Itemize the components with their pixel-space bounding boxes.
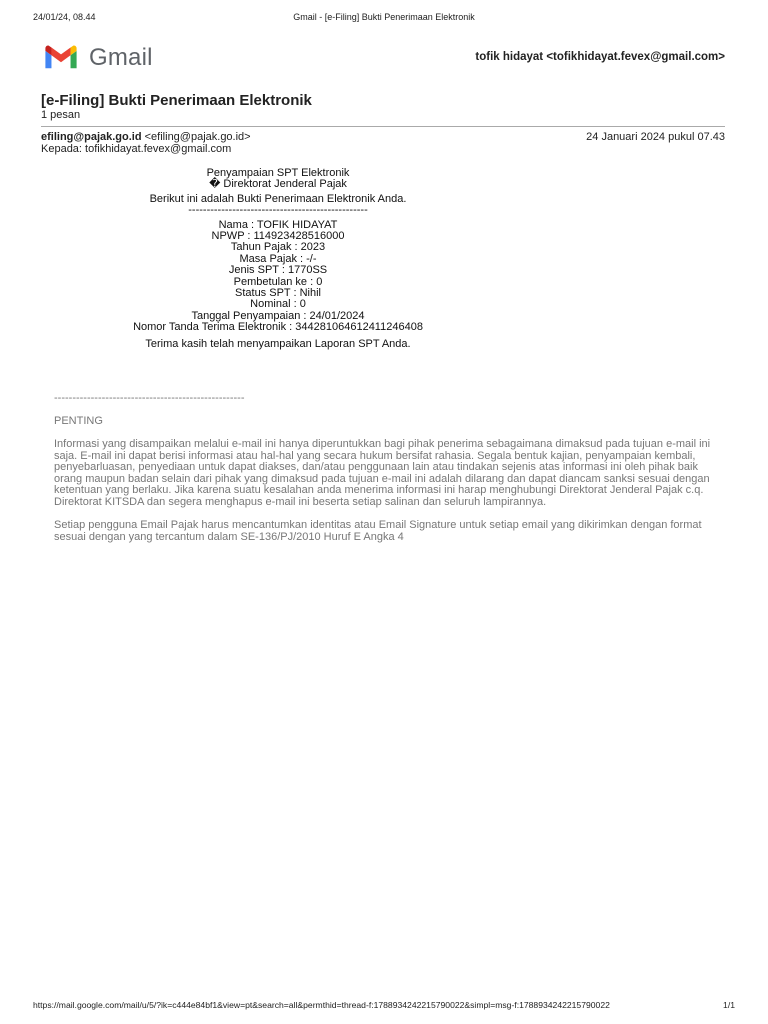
email-subject: [e-Filing] Bukti Penerimaan Elektronik bbox=[41, 92, 312, 109]
disclaimer-separator: ---------------------------------------------------- bbox=[54, 392, 245, 404]
receipt-field-npwp: NPWP : 114923428516000 bbox=[211, 230, 345, 243]
gmail-wordmark: Gmail bbox=[89, 44, 153, 71]
page-url: https://mail.google.com/mail/u/5/?ik=c444e84bf1&view=pt&search=all&permthid=thread-f:1788934242215790022&simpl=msg-f:1788934242215790022 bbox=[33, 1000, 610, 1010]
receipt-thanks: Terima kasih telah menyampaikan Laporan SPT Anda. bbox=[145, 337, 411, 350]
receipt-field-tahun-pajak: Tahun Pajak : 2023 bbox=[230, 241, 326, 254]
sender-email[interactable]: efiling@pajak.go.id bbox=[41, 131, 142, 143]
disclaimer-paragraph: Informasi yang disampaikan melalui e-mail ini hanya diperuntukkan bagi pihak penerima sebagaimana dimaksud pada tujuan e-mail ini saja. E-mail ini dapat berisi informasi atau hal-hal yang secara hukum bersifat rahasia. Segala bentuk kajian, penyampaian kembali, penyebarluasan, penyediaan untuk dapat diakses, dan/atau penggunaan lain atau tindakan sejenis atas informasi ini oleh pihak baik orang maupun badan selain dari pihak yang dimaksud pada tujuan e-mail ini adalah dilarang dan dapat diancam sanksi sesuai dengan ketentuan yang berlaku. Jika karena suatu kesalahan anda menerima informasi ini harap menghubungi Direktorat Jenderal Pajak c.q. Direktorat KITSDA dan segera menghapus e-mail ini beserta setiap salinan dan seluruh lampirannya. bbox=[54, 438, 711, 508]
receipt-field-tanggal: Tanggal Penyampaian : 24/01/2024 bbox=[191, 309, 365, 322]
signature-notice: Setiap pengguna Email Pajak harus mencantumkan identitas atau Email Signature untuk setiap email yang dikirimkan dengan format sesuai dengan yang tercantum dalam SE-136/PJ/2010 Huruf E Angka 4 bbox=[54, 519, 702, 543]
print-title: Gmail - [e-Filing] Bukti Penerimaan Elektronik bbox=[293, 12, 475, 22]
account-identity: tofik hidayat <tofikhidayat.fevex@gmail.com> bbox=[475, 51, 725, 63]
receipt-issuer: � Direktorat Jenderal Pajak bbox=[209, 178, 347, 191]
receipt-field-nominal: Nominal : 0 bbox=[250, 298, 306, 311]
disclaimer-title: PENTING bbox=[54, 414, 103, 427]
receipt-intro: Berikut ini adalah Bukti Penerimaan Elektronik Anda. bbox=[149, 192, 407, 205]
header-divider bbox=[41, 126, 725, 127]
disclaimer bbox=[54, 393, 720, 543]
gmail-header bbox=[41, 44, 725, 72]
print-date: 24/01/24, 08.44 bbox=[33, 12, 96, 22]
receipt-field-masa-pajak: Masa Pajak : -/- bbox=[239, 252, 317, 265]
receipt-heading: Penyampaian SPT Elektronik bbox=[206, 167, 350, 179]
receipt-field-nama: Nama : TOFIK HIDAYAT bbox=[218, 218, 338, 231]
receipt-body bbox=[40, 168, 516, 350]
receipt-field-nomor-tanda-terima: Nomor Tanda Terima Elektronik : 344281064612411246408 bbox=[133, 321, 423, 334]
receipt-field-status-spt: Status SPT : Nihil bbox=[235, 287, 321, 300]
receipt-field-pembetulan: Pembetulan ke : 0 bbox=[233, 275, 323, 288]
sender-line bbox=[41, 131, 251, 143]
message-count: 1 pesan bbox=[41, 109, 81, 121]
message-date: 24 Januari 2024 pukul 07.43 bbox=[586, 131, 725, 143]
page-number: 1/1 bbox=[723, 1000, 735, 1010]
gmail-m-logo-icon bbox=[41, 44, 81, 70]
receipt-field-jenis-spt: Jenis SPT : 1770SS bbox=[228, 264, 328, 277]
receipt-separator: ------------------------------------------------- bbox=[188, 204, 368, 217]
sender-address: <efiling@pajak.go.id> bbox=[141, 131, 251, 143]
recipient-line: Kepada: tofikhidayat.fevex@gmail.com bbox=[41, 143, 232, 155]
